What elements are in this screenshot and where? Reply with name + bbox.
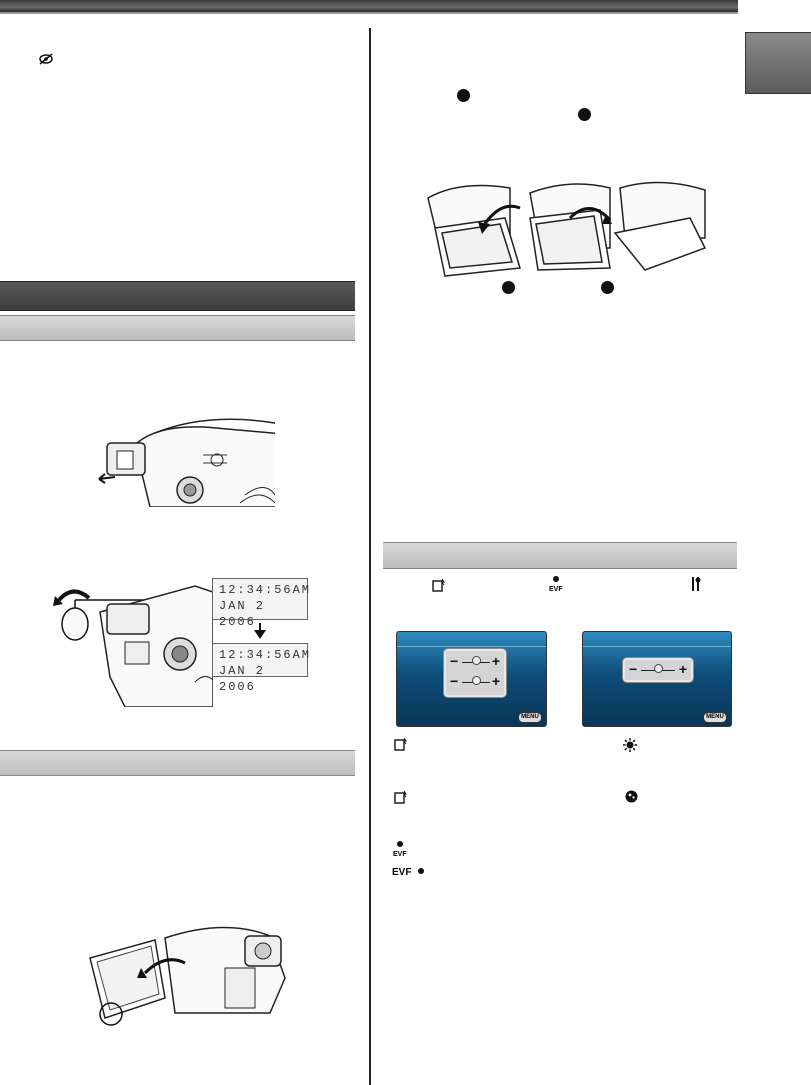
marker-b-bottom — [601, 281, 614, 294]
display-date: JAN 2 2006 — [219, 664, 266, 694]
display-time: 12:34:56AM — [219, 583, 312, 597]
arrow-down-icon — [254, 630, 266, 639]
evf-brightness-icon — [392, 865, 428, 877]
eye-crossed-icon — [38, 52, 54, 66]
tools-icon — [690, 576, 702, 592]
color-slider[interactable]: − + — [450, 673, 500, 689]
brightness-icon — [472, 656, 481, 665]
diopter-adjust-illustration — [45, 582, 213, 707]
lcd-icon — [432, 578, 446, 592]
viewfinder-display-before — [212, 578, 312, 629]
viewfinder-extend-illustration — [95, 415, 275, 507]
lcd-icon — [394, 790, 408, 804]
display-time: 12:34:56AM — [219, 648, 312, 662]
color-icon — [472, 676, 481, 685]
column-divider — [369, 28, 371, 1085]
page-header-rule — [0, 12, 738, 14]
viewfinder-display-after — [212, 643, 312, 694]
lcd-adjust-screen — [396, 631, 547, 727]
section-bar-light-3 — [383, 542, 737, 569]
marker-b-top — [578, 108, 591, 121]
brightness-icon — [623, 738, 637, 752]
screen-header — [583, 632, 731, 647]
screen-header — [397, 632, 546, 647]
language-tab — [745, 32, 811, 94]
display-date: JAN 2 2006 — [219, 599, 266, 629]
evf-brightness-icon — [654, 664, 663, 673]
brightness-slider[interactable]: − + — [450, 653, 500, 669]
section-bar-light-2 — [0, 750, 355, 776]
color-icon — [625, 790, 638, 803]
menu-badge[interactable]: MENU — [518, 712, 542, 723]
evf-icon — [392, 839, 410, 859]
svg-text:EVF: EVF — [392, 867, 412, 877]
svg-text:EVF: EVF — [549, 586, 563, 592]
section-bar-dark — [0, 281, 355, 311]
lcd-icon — [394, 737, 408, 751]
adjust-panel — [444, 649, 506, 697]
marker-a-bottom — [502, 281, 515, 294]
adjust-panel — [623, 658, 693, 682]
lcd-rotation-illustration — [420, 178, 710, 278]
page-header-bar — [0, 0, 738, 12]
lcd-open-illustration — [85, 918, 295, 1034]
marker-a-top — [457, 89, 470, 102]
evf-brightness-slider[interactable]: − + — [629, 661, 687, 677]
svg-text:EVF: EVF — [393, 851, 407, 858]
evf-adjust-screen — [582, 631, 732, 727]
menu-badge[interactable]: MENU — [703, 712, 727, 723]
section-bar-light-1 — [0, 315, 355, 341]
evf-icon — [548, 574, 564, 592]
